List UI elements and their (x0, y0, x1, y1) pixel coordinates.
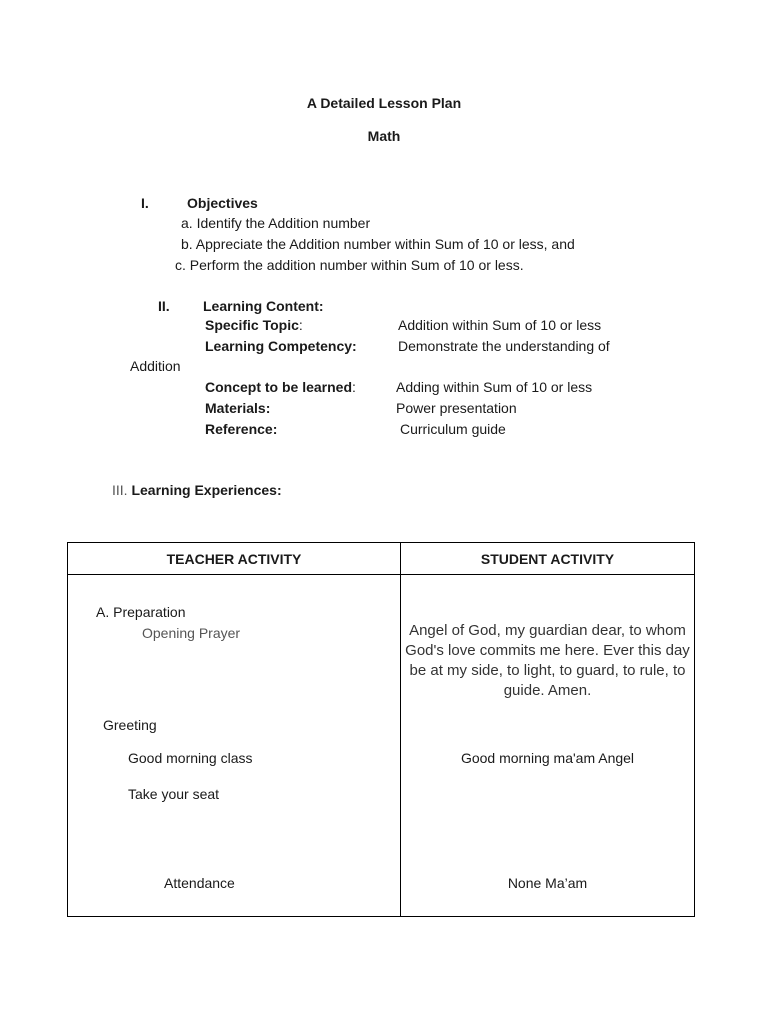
teacher-good-morning: Good morning class (128, 750, 253, 766)
subject-label: Math (367, 128, 401, 144)
take-seat-label: Take your seat (128, 786, 220, 802)
table-row (68, 575, 695, 917)
student-activity-cell (401, 575, 695, 917)
student-activity-header: STUDENT ACTIVITY (480, 550, 615, 567)
table-header-row (68, 543, 695, 575)
document-title: A Detailed Lesson Plan (306, 95, 462, 111)
objectives-numeral: I. (141, 195, 149, 211)
specific-topic-value: Addition within Sum of 10 or less (398, 317, 602, 333)
objective-item: c. Perform the addition number within Sum of 10 or less. (175, 257, 524, 273)
materials-label: Materials: (205, 400, 271, 416)
competency-label: Learning Competency: (205, 338, 357, 354)
materials-value: Power presentation (396, 400, 517, 416)
specific-topic-label: Specific Topic: (205, 317, 303, 333)
learning-experiences-numeral: III. (112, 482, 128, 498)
objectives-heading: Objectives (187, 195, 258, 211)
competency-value: Demonstrate the understanding of (398, 338, 610, 354)
student-good-morning: Good morning ma'am Angel (460, 750, 635, 766)
learning-experiences-heading (112, 483, 282, 497)
learning-content-numeral: II. (158, 298, 170, 314)
objective-item: b. Appreciate the Addition number within Sum of 10 or less, and (181, 236, 575, 252)
concept-value: Adding within Sum of 10 or less (396, 379, 593, 395)
opening-prayer-label: Opening Prayer (142, 625, 241, 641)
activity-table (67, 542, 695, 917)
header-cell (68, 543, 401, 575)
competency-value-wrap: Addition (130, 358, 181, 374)
student-attendance-reply: None Ma’am (507, 875, 588, 891)
learning-experiences-title: Learning Experiences: (131, 482, 282, 498)
reference-value: Curriculum guide (400, 421, 506, 437)
learning-content-heading: Learning Content: (203, 298, 324, 314)
reference-label: Reference: (205, 421, 278, 437)
guardian-angel-prayer: Angel of God, my guardian dear, to whom God's love commits me here. Ever this day be at my side, to light, to guard, to rule, to guide. Amen. (405, 622, 690, 699)
objective-item: a. Identify the Addition number (181, 215, 371, 231)
subject-heading (0, 129, 768, 143)
concept-label: Concept to be learned: (205, 379, 356, 395)
teacher-activity-header: TEACHER ACTIVITY (166, 550, 302, 567)
preparation-label: A. Preparation (96, 604, 186, 620)
greeting-label: Greeting (103, 717, 157, 733)
page-title (0, 96, 768, 110)
attendance-label: Attendance (164, 875, 235, 891)
header-cell (401, 543, 695, 575)
teacher-activity-cell (68, 575, 401, 917)
